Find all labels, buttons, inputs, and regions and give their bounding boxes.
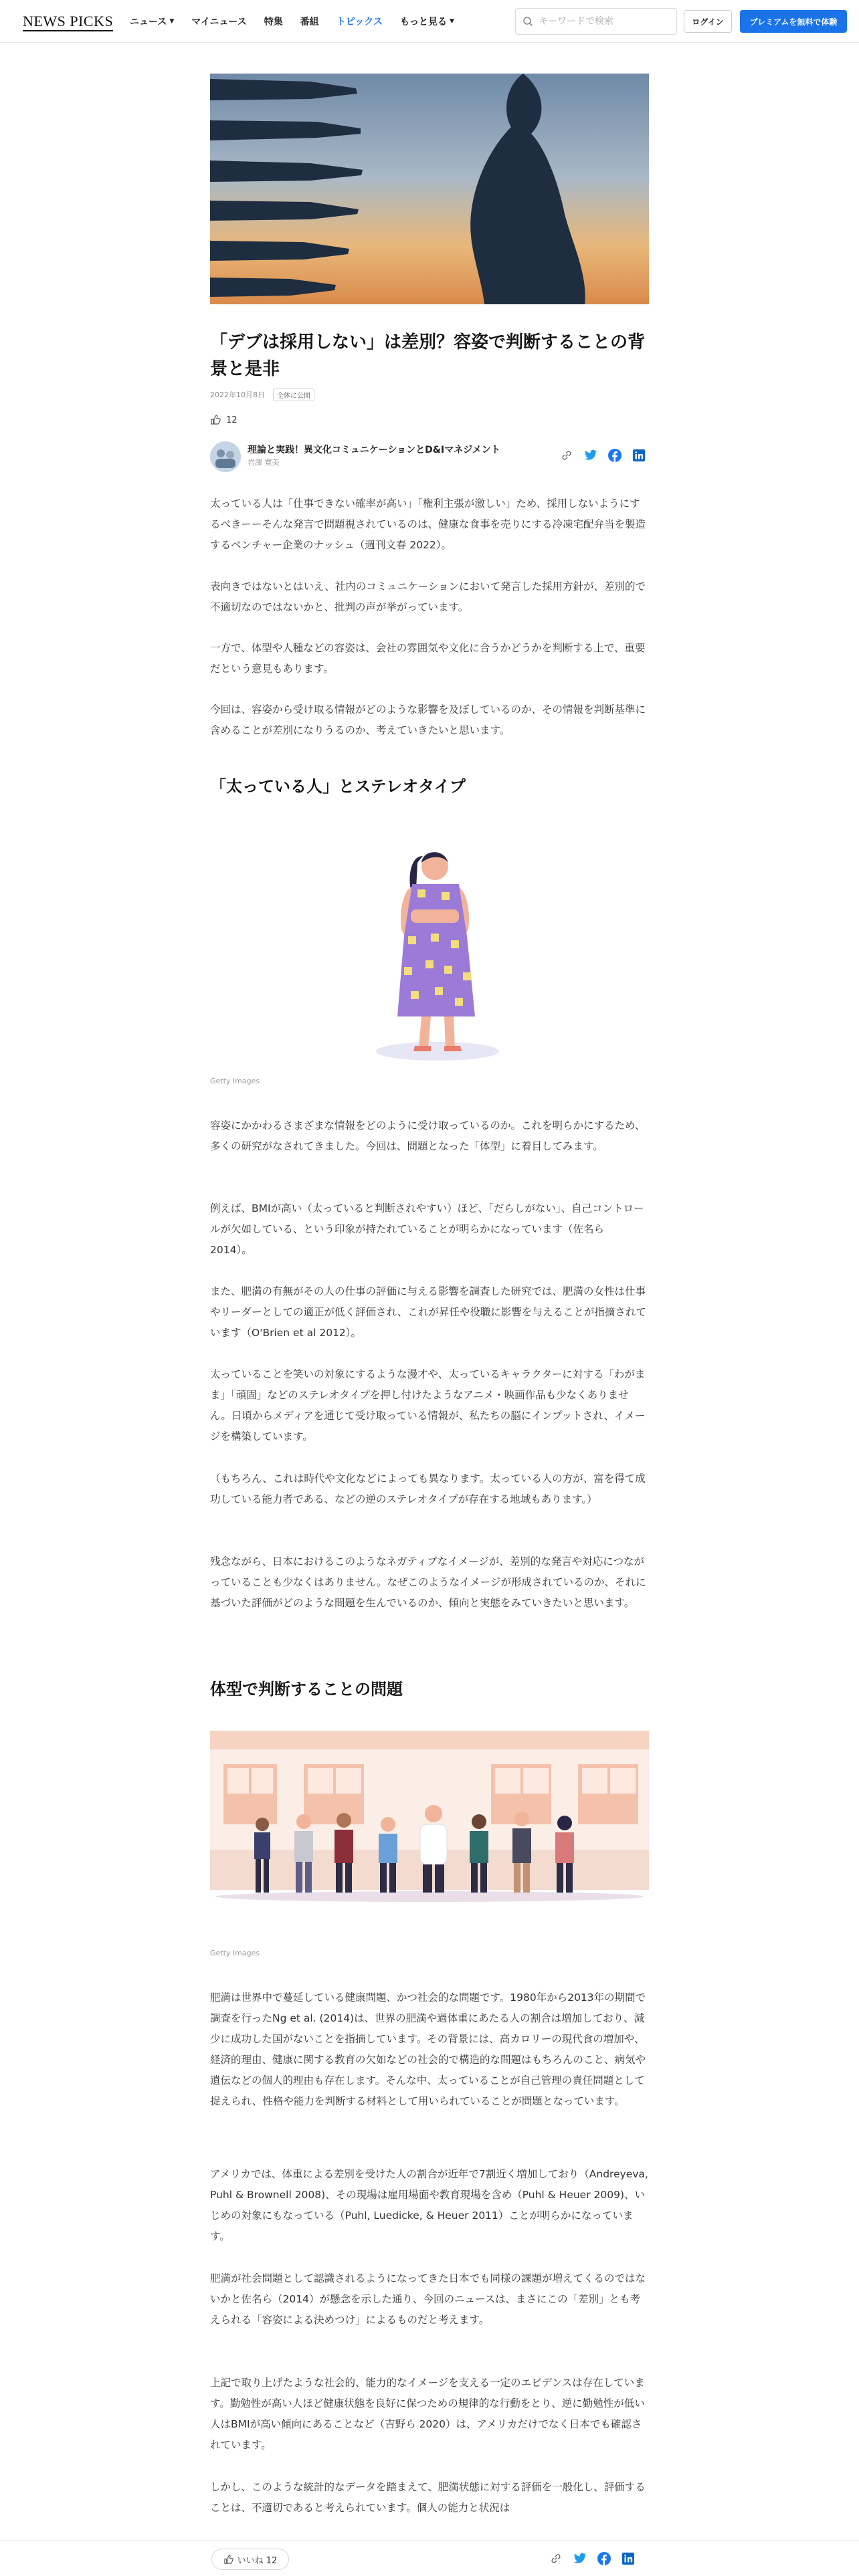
facebook-icon[interactable] <box>597 2551 611 2566</box>
article-paragraph: しかし、このような統計的なデータを踏まえて、肥満状態に対する評価を一般化し、評価することは、不適切であると考えられています。個人の能力と状況は <box>210 2481 646 2514</box>
article-paragraph: 今回は、容姿から受け取る情報がどのような影響を及ぼしているのか、その情報を判断基準に含めることが差別になりうるのか、考えていきたいと思います。 <box>210 704 646 736</box>
section-heading: 体型で判断することの問題 <box>210 1680 403 1699</box>
article-title: 「デブは採用しない」は差別？容姿で判断することの背景と是非 <box>210 332 646 379</box>
publish-date: 2022年10月8日 <box>210 391 265 399</box>
article-paragraph: アメリカでは、体重による差別を受けた人の割合が近年で7割近く増加しており（Andreyeva, Puhl & Brownell 2008)、その現場は雇用場面や教育現場を含め（Puhl & Heuer 2009)、いじめの対象にもなっている（Puhl, Luedicke, & Heuer 2011）ことが明らかになっています。 <box>210 2168 648 2242</box>
author-block <box>210 440 649 473</box>
top-navigation-bar <box>0 0 859 43</box>
linkedin-icon[interactable] <box>632 448 646 463</box>
premium-trial-button[interactable]: プレミアムを無料で体験 <box>740 10 847 33</box>
nav-item-topics[interactable] <box>337 15 383 28</box>
nav-label: もっと見る <box>400 17 448 27</box>
bottom-action-bar <box>0 2540 859 2576</box>
nav-label: トピックス <box>336 17 383 27</box>
twitter-icon[interactable] <box>583 448 598 463</box>
thumbs-up-icon <box>210 415 221 425</box>
image-caption: Getty Images <box>210 1077 260 1085</box>
main-nav <box>130 0 454 43</box>
copy-link-icon[interactable] <box>559 448 574 463</box>
twitter-icon[interactable] <box>573 2551 587 2566</box>
illustration-woman-sticky-notes <box>210 823 649 1070</box>
like-button[interactable] <box>211 2549 289 2570</box>
login-button[interactable]: ログイン <box>684 10 732 33</box>
article-paragraph: 表向きではないとはいえ、社内のコミュニケーションにおいて発言した採用方針が、差別的で不適切なのではないかと、批判の声が挙がっています。 <box>210 580 646 613</box>
copy-link-icon[interactable] <box>549 2551 563 2566</box>
article-paragraph: 太っていることを笑いの対象にするような漫才や、太っているキャラクターに対する「わがまま」「頑固」などのステレオタイプを押し付けたようなアニメ・映画作品も少なくありません。日頃からメディアを通じて受け取っている情報が、私たちの脳にインプットされ、イメージを構築しています。 <box>210 1368 646 1442</box>
hero-image <box>210 74 649 304</box>
illustration-diverse-group <box>210 1724 649 1925</box>
article-paragraph: 肥満は世界中で蔓延している健康問題、かつ社会的な問題です。1980年から2013年の期間で調査を行ったNg et al. (2014)は、世界の肥満や過体重にあたる人の割合は増加しており、減少に成功した国がないことを指摘しています。その背景には、高カロリーの現代食の増加や、経済的理由、健康に関する教育の欠如などの社会的で構造的な問題はもちろんのこと、病気や遺伝などの個人的理由も存在します。そんな中、太っていることが自己管理の責任問題として捉えられ、性格や能力を判断する材料として用いられていることが問題となっています。 <box>210 1992 646 2107</box>
bottom-share-buttons <box>549 2551 636 2566</box>
article-paragraph: 肥満が社会問題として認識されるようになってきた日本でも同様の課題が増えてくるのではないかと佐名ら（2014）が懸念を示した通り、今回のニュースは、まさにこの「差別」とも考えられる「容姿による決めつけ」によるものだと考えます。 <box>210 2272 646 2326</box>
chevron-down-icon: ▼ <box>169 18 175 25</box>
section-heading: 「太っている人」とステレオタイプ <box>210 777 466 796</box>
nav-label: 特集 <box>264 17 283 27</box>
like-counter[interactable] <box>210 413 649 427</box>
nav-item-mynews[interactable] <box>191 15 246 28</box>
article-paragraph: 容姿にかかわるさまざまな情報をどのように受け取っているのか。これを明らかにするため、多くの研究がなされてきました。今回は、問題となった「体型」に着目してみます。 <box>210 1119 646 1152</box>
author-name[interactable]: 理論と実践！異文化コミュニケーションとD&Iマネジメント <box>248 445 500 455</box>
visibility-badge: 全体に公開 <box>273 389 314 401</box>
share-buttons <box>559 448 646 463</box>
nav-item-programs[interactable] <box>300 15 319 28</box>
article-paragraph: 例えば、BMIが高い（太っていると判断されやすい）ほど、「だらしがない」、自己コントロールが欠如している、という印象が持たれていることが明らかになっています（佐名ら 2014）。 <box>210 1202 644 1256</box>
chevron-down-icon: ▼ <box>450 18 454 25</box>
search-input[interactable] <box>539 16 666 27</box>
article-paragraph: （もちろん、これは時代や文化などによっても異なります。太っている人の方が、富を得て成功している能力者である、などの逆のステレオタイプが存在する地域もあります。） <box>210 1473 646 1505</box>
nav-item-news[interactable] <box>130 15 174 28</box>
article-paragraph: 残念ながら、日本におけるこのようなネガティブなイメージが、差別的な発言や対応につながっていることも少なくはありません。なぜこのようなイメージが形成されているのか、それに基づいた評価がどのような問題を生んでいるのか、傾向と実態をみていきたいと思います。 <box>210 1555 646 1609</box>
search-box <box>515 8 677 35</box>
article-paragraph: 一方で、体型や人種などの容姿は、会社の雰囲気や文化に合うかどうかを判断する上で、重要だという意見もあります。 <box>210 642 646 675</box>
linkedin-icon[interactable] <box>621 2551 636 2566</box>
article-paragraph: また、肥満の有無がその人の仕事の評価に与える影響を調査した研究では、肥満の女性は仕事やリーダーとしての適正が低く評価され、これが昇任や役職に影響を与えることが指摘されています（O'Brien et al 2012）。 <box>210 1285 646 1339</box>
facebook-icon[interactable] <box>607 448 622 463</box>
image-caption: Getty Images <box>210 1949 260 1957</box>
thumbs-up-icon <box>223 2555 233 2565</box>
nav-label: マイニュース <box>191 17 247 27</box>
nav-label: 番組 <box>300 17 319 27</box>
search-icon <box>522 16 533 27</box>
nav-label: ニュース <box>130 17 167 27</box>
nav-item-features[interactable] <box>264 15 283 28</box>
nav-item-more[interactable] <box>400 15 454 28</box>
author-subname: 岩澤 寛美 <box>248 458 280 467</box>
site-logo[interactable]: NEWS PICKS <box>23 13 114 29</box>
article-paragraph: 太っている人は「仕事できない確率が高い」「権利主張が激しい」ため、採用しないようにするべきーーそんな発言で問題視されているのは、健康な食事を売りにする冷凍宅配弁当を製造するベンチャー企業のナッシュ（週刊文春 2022）。 <box>210 498 646 551</box>
article-paragraph: 上記で取り上げたような社会的、能力的なイメージを支える一定のエビデンスは存在しています。勤勉性が高い人ほど健康状態を良好に保つための規律的な行動をとり、逆に勤勉性が低い人はBMIが高い傾向にあることなど（吉野ら 2020）は、アメリカだけでなく日本でも確認されています。 <box>210 2377 645 2451</box>
author-avatar[interactable] <box>210 441 241 472</box>
like-button-label: いいね 12 <box>237 2555 278 2566</box>
like-count: 12 <box>226 415 237 425</box>
article-meta <box>210 388 649 401</box>
